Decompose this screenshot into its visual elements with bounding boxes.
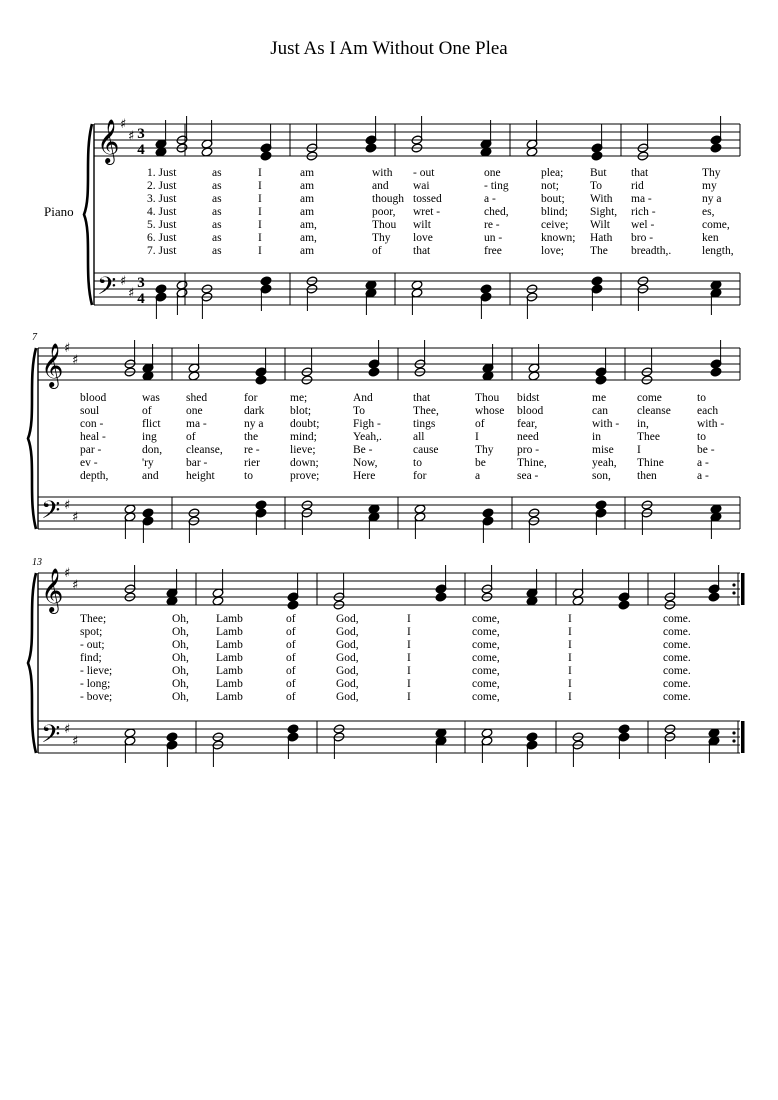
lyric-syllable: shed	[186, 392, 208, 404]
time-signature-top: 3	[137, 275, 145, 291]
note-head	[260, 276, 272, 286]
lyric-syllable: I	[407, 665, 411, 677]
lyric-syllable: me	[592, 392, 607, 404]
score-title: Just As I Am Without One Plea	[270, 38, 508, 59]
lyric-syllable: me;	[290, 392, 308, 404]
lyric-syllable: come.	[663, 678, 691, 690]
lyric-syllable: I	[258, 193, 262, 205]
sharp-key-signature: ♯	[72, 353, 79, 368]
note-head	[287, 724, 299, 734]
lyric-syllable: ev -	[80, 457, 98, 469]
lyric-syllable: sea -	[517, 470, 539, 482]
lyric-syllable: to	[244, 470, 253, 482]
lyric-syllable: But	[590, 167, 607, 179]
time-signature-bottom: 4	[137, 142, 145, 158]
brace	[28, 348, 36, 529]
lyric-syllable: love	[413, 232, 433, 244]
lyric-syllable: par -	[80, 444, 102, 456]
sharp-key-signature: ♯	[64, 341, 71, 356]
lyric-syllable: of	[286, 691, 296, 703]
lyric-syllable: blood	[80, 392, 107, 404]
lyric-syllable: of	[286, 665, 296, 677]
lyric-syllable: Thee,	[413, 405, 439, 417]
note-head	[255, 375, 267, 385]
lyric-syllable: Oh,	[172, 626, 189, 638]
note-head	[365, 143, 377, 153]
lyric-syllable: down;	[290, 457, 319, 469]
lyric-syllable: wret -	[413, 206, 441, 218]
lyric-syllable: height	[186, 470, 215, 482]
lyric-syllable: Thee;	[80, 613, 107, 625]
lyric-syllable: come,	[472, 678, 500, 690]
lyric-syllable: wel -	[631, 219, 655, 231]
lyric-syllable: re -	[484, 219, 500, 231]
note-head	[482, 508, 494, 518]
lyric-syllable: of	[286, 639, 296, 651]
note-head	[708, 592, 720, 602]
lyric-syllable: in	[592, 431, 601, 443]
lyric-syllable: as	[212, 167, 222, 179]
lyric-syllable: rid	[631, 180, 644, 192]
lyric-syllable: 5. Just	[147, 219, 177, 231]
lyric-syllable: I	[475, 431, 479, 443]
lyric-syllable: I	[407, 652, 411, 664]
note-head	[618, 600, 630, 610]
lyric-syllable: come,	[472, 652, 500, 664]
lyric-syllable: come,	[472, 613, 500, 625]
lyric-syllable: wilt	[413, 219, 431, 231]
lyric-syllable: the	[244, 431, 259, 443]
lyric-syllable: With	[590, 193, 613, 205]
lyric-syllable: Lamb	[216, 652, 243, 664]
lyric-syllable: blot;	[290, 405, 312, 417]
note-head	[260, 151, 272, 161]
lyric-syllable: God,	[336, 691, 359, 703]
lyric-syllable: poor,	[372, 206, 396, 218]
lyric-syllable: whose	[475, 405, 505, 417]
lyric-syllable: mind;	[290, 431, 317, 443]
lyric-syllable: in,	[637, 418, 649, 430]
note-head	[595, 500, 607, 510]
lyric-syllable: come.	[663, 639, 691, 651]
lyric-syllable: and	[142, 470, 159, 482]
lyric-syllable: free	[484, 245, 502, 257]
lyric-syllable: pro -	[517, 444, 540, 456]
lyric-syllable: of	[475, 418, 485, 430]
lyric-syllable: 3. Just	[147, 193, 177, 205]
lyric-syllable: Here	[353, 470, 376, 482]
lyric-syllable: a -	[697, 470, 709, 482]
note-head	[435, 592, 447, 602]
lyric-syllable: Lamb	[216, 639, 243, 651]
lyric-syllable: rier	[244, 457, 260, 469]
lyric-syllable: with -	[697, 418, 725, 430]
lyric-syllable: Yeah,.	[353, 431, 382, 443]
lyric-syllable: be -	[697, 444, 715, 456]
lyric-syllable: To	[353, 405, 365, 417]
lyric-syllable: blind;	[541, 206, 568, 218]
lyric-syllable: for	[413, 470, 427, 482]
lyric-syllable: as	[212, 206, 222, 218]
lyric-syllable: 2. Just	[147, 180, 177, 192]
lyric-syllable: come,	[472, 639, 500, 651]
final-barline	[741, 721, 745, 753]
bass-clef: 𝄢	[97, 272, 117, 307]
lyric-syllable: not;	[541, 180, 559, 192]
sharp-key-signature: ♯	[72, 578, 79, 593]
lyric-syllable: Lamb	[216, 691, 243, 703]
lyric-syllable: that	[413, 392, 431, 404]
lyric-syllable: I	[407, 613, 411, 625]
note-head	[591, 276, 603, 286]
lyric-syllable: depth,	[80, 470, 109, 482]
lyric-syllable: one	[484, 167, 501, 179]
lyric-syllable: heal -	[80, 431, 106, 443]
lyric-syllable: as	[212, 193, 222, 205]
lyric-syllable: that	[631, 167, 649, 179]
lyric-syllable: God,	[336, 652, 359, 664]
lyric-syllable: mise	[592, 444, 614, 456]
lyric-syllable: am,	[300, 219, 317, 231]
lyric-syllable: come.	[663, 665, 691, 677]
lyric-syllable: as	[212, 180, 222, 192]
repeat-dot	[732, 591, 735, 594]
instrument-label: Piano	[44, 204, 74, 219]
lyric-syllable: I	[568, 613, 572, 625]
lyric-syllable: though	[372, 193, 404, 205]
brace	[84, 124, 92, 305]
lyric-syllable: Thine	[637, 457, 664, 469]
lyric-syllable: - ting	[484, 180, 509, 192]
lyric-syllable: I	[258, 180, 262, 192]
lyric-syllable: I	[407, 639, 411, 651]
lyric-syllable: yeah,	[592, 457, 617, 469]
lyric-syllable: rich -	[631, 206, 656, 218]
lyric-syllable: Thou	[372, 219, 397, 231]
note-head	[368, 367, 380, 377]
lyric-syllable: one	[186, 405, 203, 417]
repeat-dot	[732, 583, 735, 586]
lyric-syllable: ken	[702, 232, 719, 244]
lyric-syllable: 'ry	[142, 457, 154, 469]
lyric-syllable: Oh,	[172, 639, 189, 651]
lyric-syllable: 7. Just	[147, 245, 177, 257]
lyric-syllable: bidst	[517, 392, 540, 404]
lyric-syllable: and	[372, 180, 389, 192]
lyric-syllable: And	[353, 392, 373, 404]
lyric-syllable: can	[592, 405, 608, 417]
sharp-key-signature: ♯	[72, 734, 79, 749]
lyric-syllable: Thee	[637, 431, 660, 443]
sharp-key-signature: ♯	[72, 510, 79, 525]
lyric-syllable: to	[697, 431, 706, 443]
lyric-syllable: tossed	[413, 193, 442, 205]
lyric-syllable: love;	[541, 245, 564, 257]
lyric-syllable: Thy	[372, 232, 391, 244]
lyric-syllable: wai	[413, 180, 430, 192]
lyric-syllable: I	[407, 678, 411, 690]
lyric-syllable: come,	[702, 219, 730, 231]
lyric-syllable: come,	[472, 626, 500, 638]
lyric-syllable: Hath	[590, 232, 613, 244]
time-signature-bottom: 4	[137, 291, 145, 307]
lyric-syllable: I	[407, 691, 411, 703]
lyric-syllable: 6. Just	[147, 232, 177, 244]
lyric-syllable: come.	[663, 613, 691, 625]
sharp-key-signature: ♯	[64, 498, 71, 513]
lyric-syllable: prove;	[290, 470, 320, 482]
lyric-syllable: find;	[80, 652, 102, 664]
lyric-syllable: Thy	[702, 167, 721, 179]
lyric-syllable: I	[258, 219, 262, 231]
lyric-syllable: all	[413, 431, 425, 443]
lyric-syllable: cleanse,	[186, 444, 223, 456]
sharp-key-signature: ♯	[64, 722, 71, 737]
lyric-syllable: Figh -	[353, 418, 381, 430]
lyric-syllable: - lieve;	[80, 665, 113, 677]
lyric-syllable: con -	[80, 418, 104, 430]
lyric-syllable: of	[186, 431, 196, 443]
bass-clef: 𝄢	[41, 720, 61, 755]
sharp-key-signature: ♯	[120, 274, 127, 289]
lyric-syllable: To	[590, 180, 602, 192]
lyric-syllable: bro -	[631, 232, 654, 244]
lyric-syllable: I	[637, 444, 641, 456]
lyric-syllable: a -	[697, 457, 709, 469]
lyric-syllable: ma -	[186, 418, 207, 430]
lyric-syllable: am,	[300, 232, 317, 244]
note-head	[710, 367, 722, 377]
lyric-syllable: of	[286, 626, 296, 638]
lyric-syllable: ny a	[702, 193, 722, 205]
lyric-syllable: breadth,.	[631, 245, 672, 257]
note-head	[618, 724, 630, 734]
lyric-syllable: cleanse	[637, 405, 671, 417]
lyric-syllable: bout;	[541, 193, 565, 205]
lyric-syllable: un -	[484, 232, 503, 244]
lyric-syllable: God,	[336, 613, 359, 625]
lyric-syllable: Lamb	[216, 665, 243, 677]
lyric-syllable: length,	[702, 245, 734, 257]
lyric-syllable: I	[568, 639, 572, 651]
lyric-syllable: God,	[336, 665, 359, 677]
lyric-syllable: was	[142, 392, 160, 404]
lyric-syllable: for	[244, 392, 258, 404]
lyric-syllable: a -	[484, 193, 496, 205]
lyric-syllable: that	[413, 245, 431, 257]
treble-clef: 𝄞	[41, 568, 64, 612]
measure-number: 13	[32, 557, 42, 568]
sharp-key-signature: ♯	[128, 129, 135, 144]
lyric-syllable: fear,	[517, 418, 538, 430]
lyric-syllable: I	[568, 691, 572, 703]
lyric-syllable: am	[300, 193, 315, 205]
sharp-key-signature: ♯	[120, 117, 127, 132]
lyric-syllable: flict	[142, 418, 161, 430]
brace	[28, 573, 36, 753]
lyric-syllable: known;	[541, 232, 576, 244]
note-head	[255, 500, 267, 510]
lyric-syllable: to	[697, 392, 706, 404]
lyric-syllable: Oh,	[172, 691, 189, 703]
lyric-syllable: Be -	[353, 444, 373, 456]
lyric-syllable: am	[300, 180, 315, 192]
lyric-syllable: I	[568, 626, 572, 638]
lyric-syllable: then	[637, 470, 657, 482]
lyric-syllable: I	[258, 206, 262, 218]
lyric-syllable: Oh,	[172, 665, 189, 677]
lyric-syllable: as	[212, 219, 222, 231]
lyric-syllable: - long;	[80, 678, 111, 690]
lyric-syllable: come.	[663, 652, 691, 664]
measure-number: 7	[32, 332, 37, 343]
lyric-syllable: ing	[142, 431, 157, 443]
lyric-syllable: Thy	[475, 444, 494, 456]
lyric-syllable: Now,	[353, 457, 378, 469]
system-3	[28, 565, 745, 767]
lyric-syllable: come.	[663, 626, 691, 638]
lyric-syllable: each	[697, 405, 719, 417]
lyric-syllable: God,	[336, 639, 359, 651]
lyric-syllable: I	[568, 678, 572, 690]
lyric-syllable: a	[475, 470, 481, 482]
lyric-syllable: Oh,	[172, 652, 189, 664]
lyric-syllable: I	[258, 232, 262, 244]
lyric-syllable: re -	[244, 444, 260, 456]
lyric-syllable: God,	[336, 678, 359, 690]
note-head	[591, 151, 603, 161]
note-head	[710, 143, 722, 153]
final-barline	[741, 573, 745, 605]
bass-clef: 𝄢	[41, 496, 61, 531]
sharp-key-signature: ♯	[64, 566, 71, 581]
lyric-syllable: ny a	[244, 418, 264, 430]
lyric-syllable: to	[413, 457, 422, 469]
lyric-syllable: am	[300, 167, 315, 179]
lyric-syllable: am	[300, 245, 315, 257]
repeat-dot	[732, 731, 735, 734]
lyric-syllable: Lamb	[216, 626, 243, 638]
lyric-syllable: ceive;	[541, 219, 569, 231]
lyric-syllable: ma -	[631, 193, 652, 205]
sharp-key-signature: ♯	[128, 286, 135, 301]
lyric-syllable: The	[590, 245, 608, 257]
lyric-syllable: son,	[592, 470, 611, 482]
lyric-syllable: plea;	[541, 167, 564, 179]
lyric-syllable: I	[568, 652, 572, 664]
lyric-syllable: - out;	[80, 639, 105, 651]
note-head	[526, 732, 538, 742]
lyric-syllable: come.	[663, 691, 691, 703]
lyric-syllable: - bove;	[80, 691, 113, 703]
lyric-syllable: Thine,	[517, 457, 547, 469]
note-head	[142, 508, 154, 518]
lyric-syllable: I	[258, 167, 262, 179]
note-head	[166, 732, 178, 742]
note-head	[155, 284, 167, 294]
lyric-syllable: Lamb	[216, 613, 243, 625]
system-2	[28, 340, 740, 543]
lyric-syllable: es,	[702, 206, 715, 218]
lyric-syllable: - out	[413, 167, 435, 179]
lyric-syllable: I	[258, 245, 262, 257]
lyric-syllable: God,	[336, 626, 359, 638]
lyric-syllable: soul	[80, 405, 100, 417]
lyric-syllable: of	[142, 405, 152, 417]
lyric-syllable: Sight,	[590, 206, 618, 218]
repeat-dot	[732, 739, 735, 742]
treble-clef: 𝄞	[41, 343, 64, 387]
lyric-syllable: as	[212, 245, 222, 257]
lyric-syllable: as	[212, 232, 222, 244]
lyric-syllable: be	[475, 457, 486, 469]
lyric-syllable: doubt;	[290, 418, 320, 430]
lyric-syllable: of	[372, 245, 382, 257]
lyric-syllable: Thou	[475, 392, 500, 404]
lyric-syllable: I	[407, 626, 411, 638]
lyric-syllable: lieve;	[290, 444, 316, 456]
lyric-syllable: am	[300, 206, 315, 218]
treble-clef: 𝄞	[97, 119, 120, 163]
lyric-syllable: tings	[413, 418, 436, 430]
lyric-syllable: my	[702, 180, 717, 192]
lyric-syllable: come	[637, 392, 662, 404]
lyric-syllable: with -	[592, 418, 620, 430]
lyric-syllable: blood	[517, 405, 544, 417]
note-head	[595, 375, 607, 385]
lyric-syllable: dark	[244, 405, 265, 417]
lyric-syllable: Oh,	[172, 613, 189, 625]
lyric-syllable: with	[372, 167, 393, 179]
lyric-syllable: of	[286, 652, 296, 664]
lyric-syllable: bar -	[186, 457, 208, 469]
lyric-syllable: come,	[472, 665, 500, 677]
lyric-syllable: spot;	[80, 626, 103, 638]
lyric-syllable: don,	[142, 444, 163, 456]
note-head	[480, 284, 492, 294]
lyric-syllable: Lamb	[216, 678, 243, 690]
lyric-syllable: Wilt	[590, 219, 610, 231]
lyric-syllable: come,	[472, 691, 500, 703]
lyric-syllable: I	[568, 665, 572, 677]
lyric-syllable: 1. Just	[147, 167, 177, 179]
lyric-syllable: ched,	[484, 206, 509, 218]
lyric-syllable: 4. Just	[147, 206, 177, 218]
lyric-syllable: of	[286, 613, 296, 625]
lyric-syllable: Oh,	[172, 678, 189, 690]
lyric-syllable: of	[286, 678, 296, 690]
lyric-syllable: cause	[413, 444, 439, 456]
note-head	[287, 600, 299, 610]
time-signature-top: 3	[137, 126, 145, 142]
lyric-syllable: need	[517, 431, 539, 443]
